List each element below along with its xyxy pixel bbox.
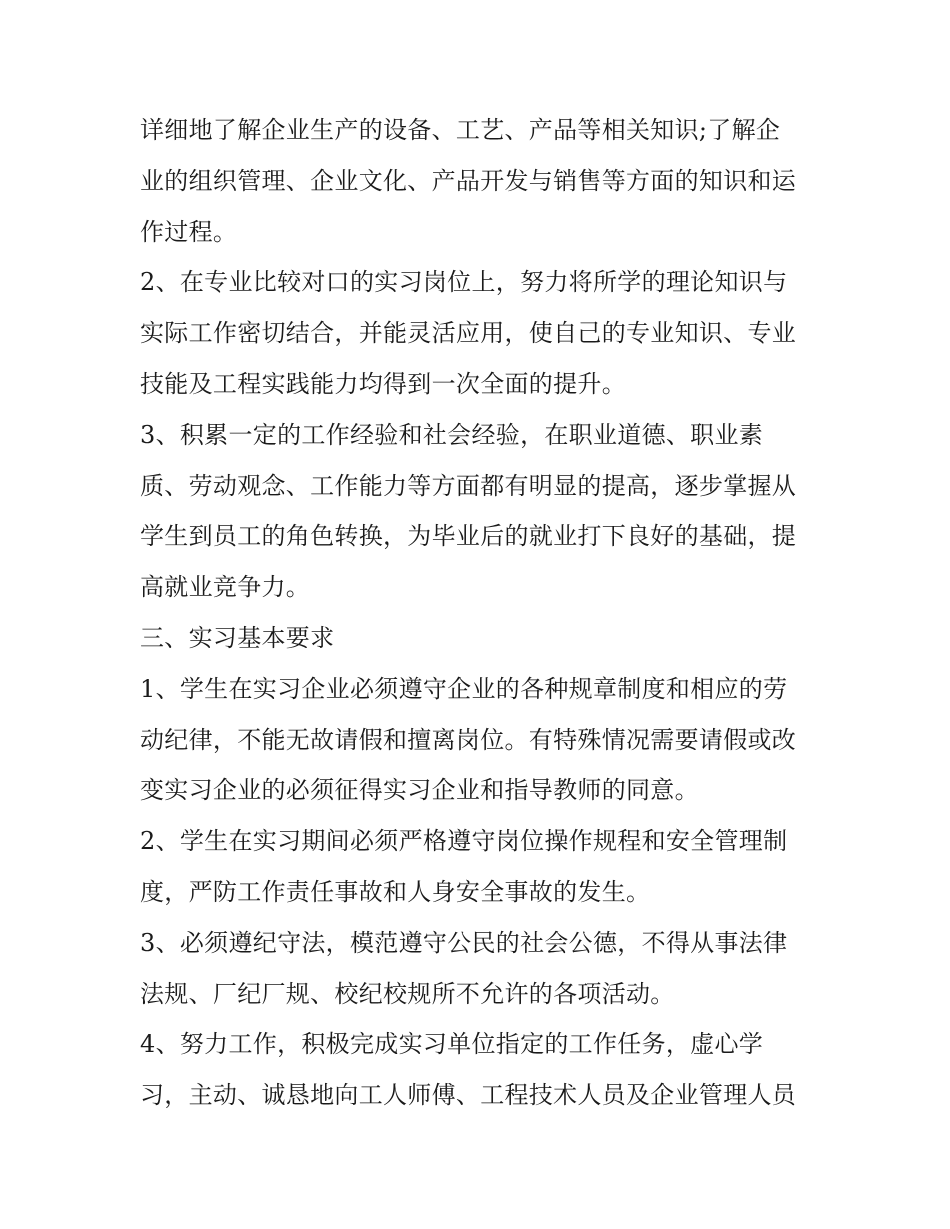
text-line: 质、劳动观念、工作能力等方面都有明显的提高，逐步掌握从 xyxy=(140,471,797,500)
text-line: 法规、厂纪厂规、校纪校规所不允许的各项活动。 xyxy=(140,979,675,1008)
text-line: 作过程。 xyxy=(140,217,238,246)
text-line: 习，主动、诚恳地向工人师傅、工程技术人员及企业管理人员 xyxy=(140,1081,797,1110)
text-line: 1、学生在实习企业必须遵守企业的各种规章制度和相应的劳 xyxy=(140,674,788,703)
text-line: 技能及工程实践能力均得到一次全面的提升。 xyxy=(140,369,626,398)
text-line: 4、努力工作，积极完成实习单位指定的工作任务，虚心学 xyxy=(140,1030,764,1059)
text-line: 3、积累一定的工作经验和社会经验，在职业道德、职业素 xyxy=(140,420,764,449)
section-heading: 三、实习基本要求 xyxy=(140,623,335,652)
text-line: 2、在专业比较对口的实习岗位上，努力将所学的理论知识与 xyxy=(140,268,788,297)
text-line: 业的组织管理、企业文化、产品开发与销售等方面的知识和运 xyxy=(140,166,797,195)
text-line: 高就业竞争力。 xyxy=(140,573,311,602)
text-line: 实际工作密切结合，并能灵活应用，使自己的专业知识、专业 xyxy=(140,319,797,348)
text-line: 详细地了解企业生产的设备、工艺、产品等相关知识;了解企 xyxy=(140,116,781,144)
text-line: 学生到员工的角色转换，为毕业后的就业打下良好的基础，提 xyxy=(140,522,797,551)
text-line: 动纪律，不能无故请假和擅离岗位。有特殊情况需要请假或改 xyxy=(140,725,797,754)
text-line: 变实习企业的必须征得实习企业和指导教师的同意。 xyxy=(140,776,699,805)
text-line: 2、学生在实习期间必须严格遵守岗位操作规程和安全管理制 xyxy=(140,827,788,856)
text-line: 度，严防工作责任事故和人身安全事故的发生。 xyxy=(140,877,651,906)
document-body xyxy=(140,105,815,1121)
text-line: 3、必须遵纪守法，模范遵守公民的社会公德，不得从事法律 xyxy=(140,928,788,957)
